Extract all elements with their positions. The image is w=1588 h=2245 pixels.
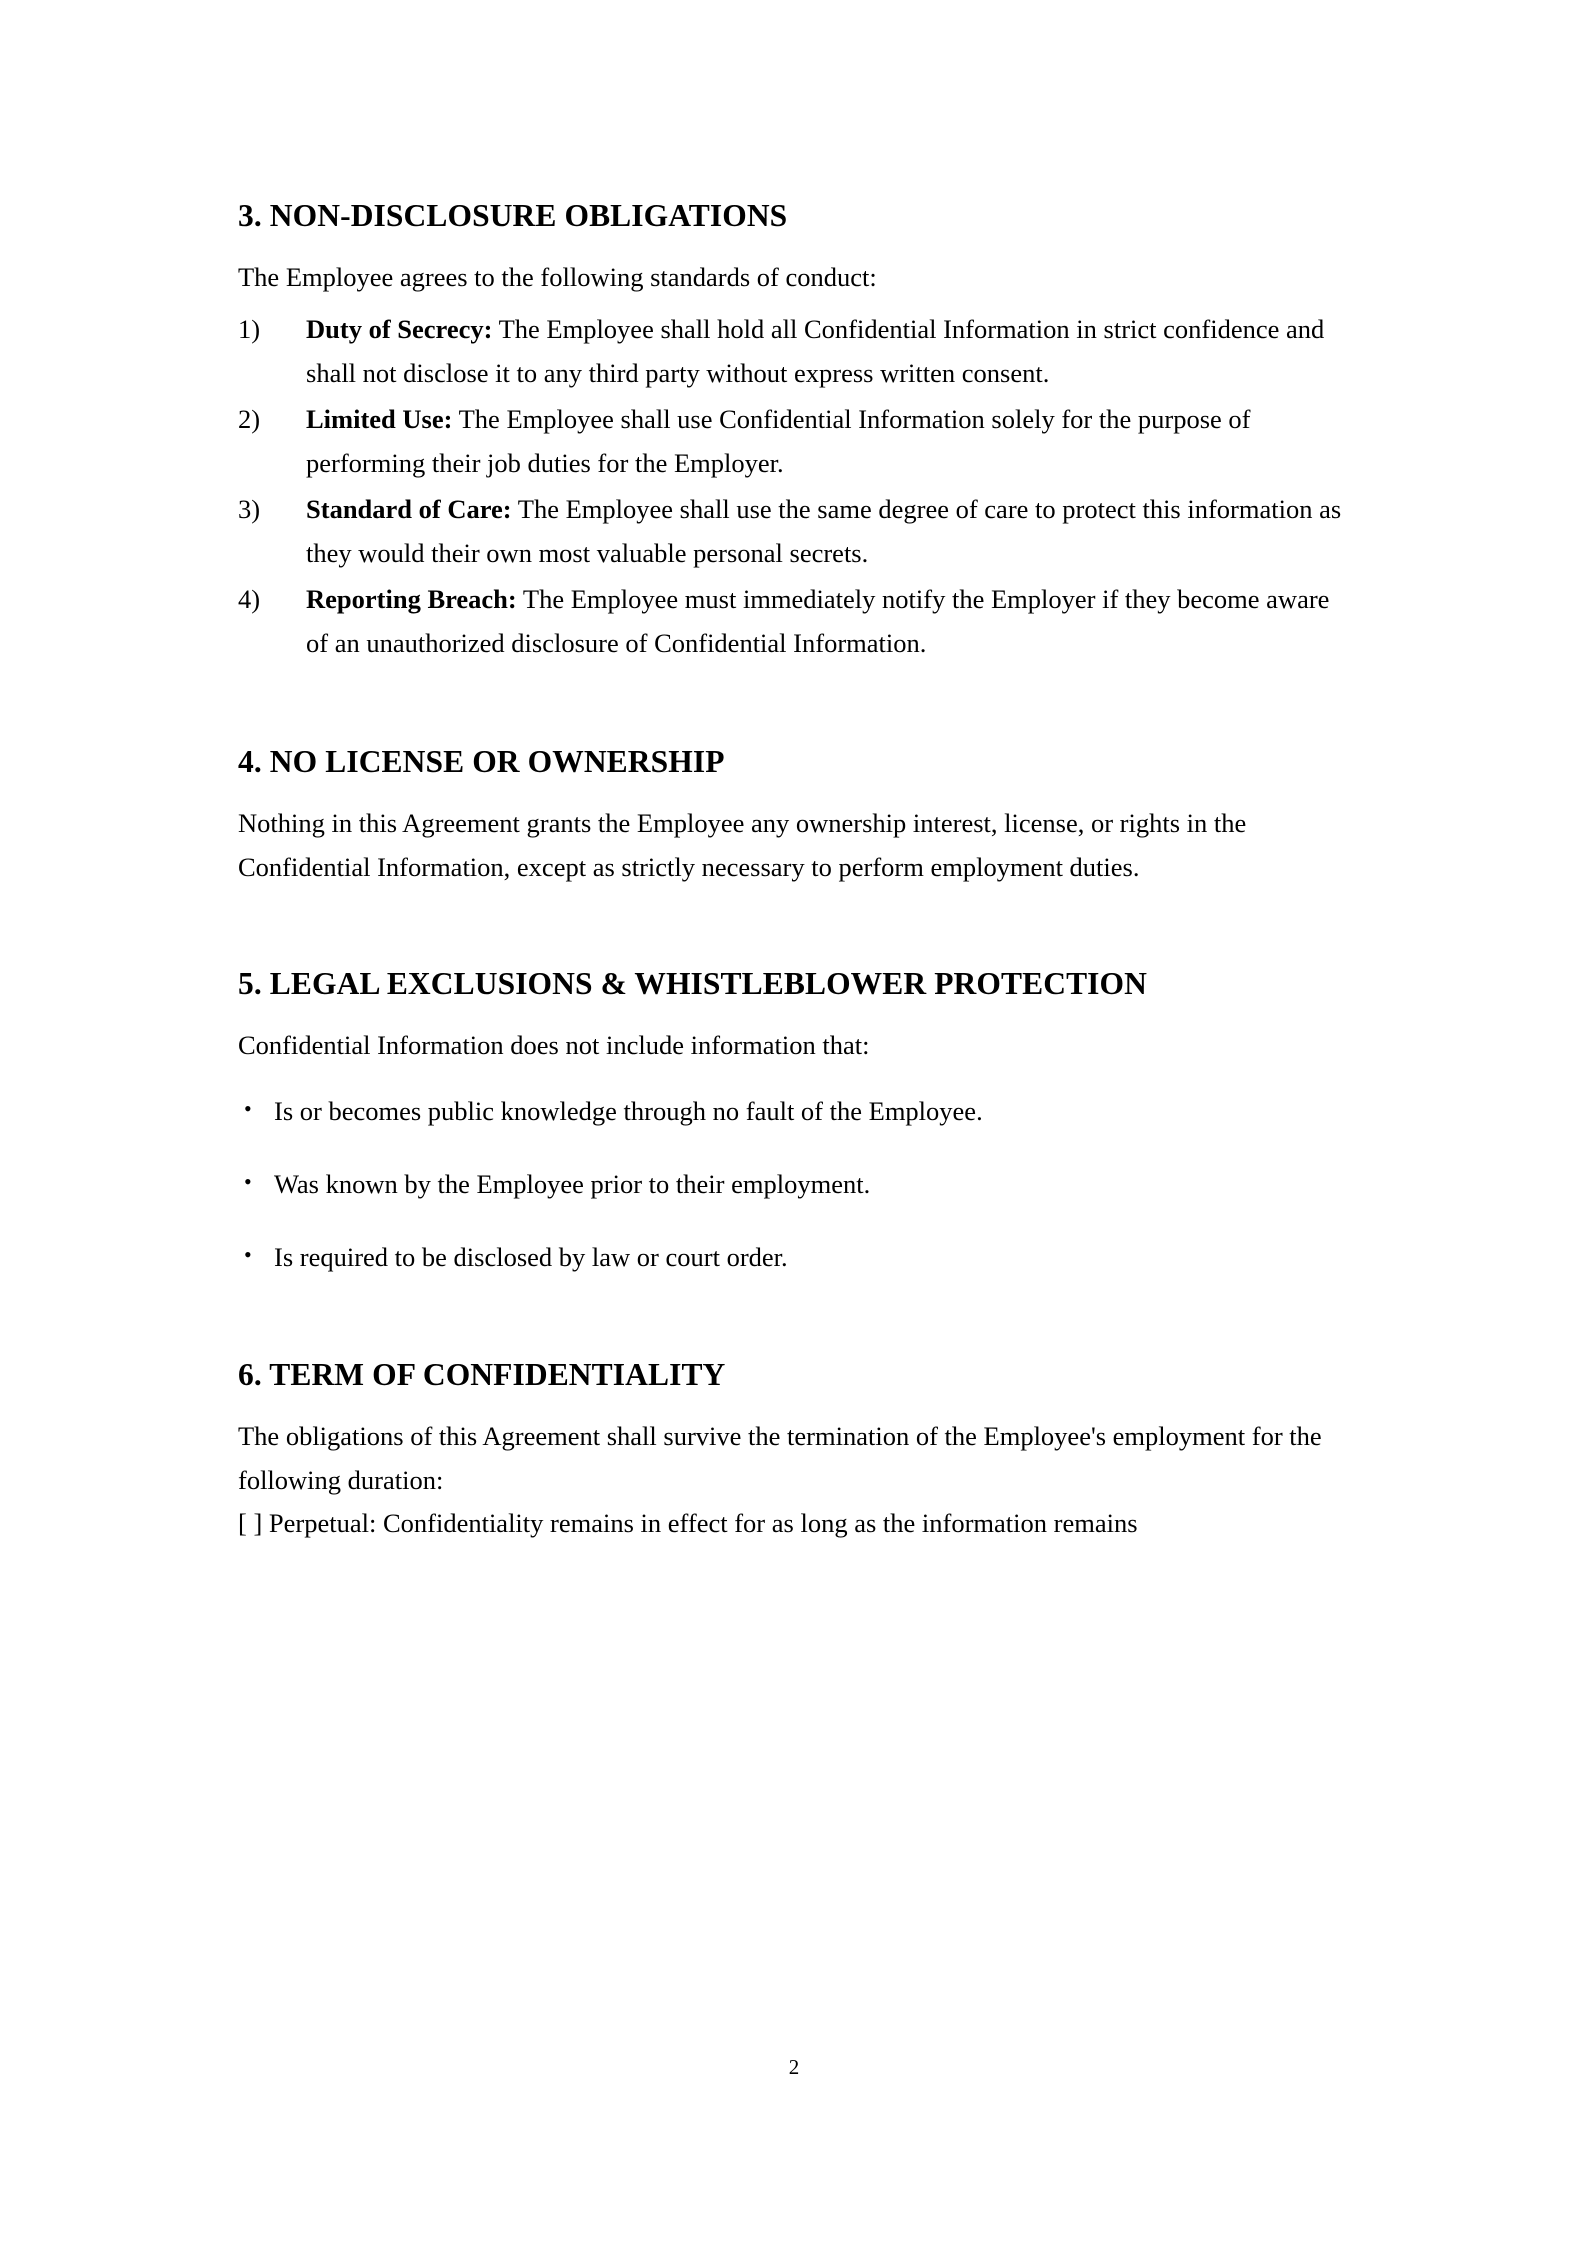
- spacer: [238, 668, 1353, 742]
- list-item: [238, 1090, 1353, 1133]
- page-number: 2: [788, 2055, 800, 2079]
- list-item-lead: Standard of Care:: [306, 494, 512, 525]
- spacer: [238, 1309, 1353, 1355]
- list-item: [238, 488, 1353, 576]
- list-item-lead: Reporting Breach:: [306, 584, 517, 614]
- list-marker: 4): [238, 584, 261, 614]
- section-4-heading: 4. NO LICENSE OR OWNERSHIP: [238, 743, 725, 779]
- list-item: [238, 1236, 1353, 1279]
- list-item: [238, 308, 1353, 396]
- list-item-lead: Duty of Secrecy:: [306, 314, 493, 345]
- list-item-text: The Employee shall use the same degree of care to protect this information as they would their own most valuable personal secrets.: [306, 494, 1342, 569]
- spacer: [238, 300, 1353, 308]
- spacer: [238, 890, 1353, 964]
- section-3-heading: 3. NON-DISCLOSURE OBLIGATIONS: [238, 198, 788, 233]
- section-legal-exclusions: [238, 964, 1353, 1279]
- section-no-license-or-ownership: [238, 742, 1353, 890]
- section-non-disclosure-obligations: [238, 196, 1353, 666]
- perpetual-option-line: [ ] Perpetual: Confidentiality remains in effect for as long as the information remains: [238, 1508, 1138, 1539]
- spacer: [238, 1003, 1353, 1024]
- list-item-lead: Limited Use:: [306, 404, 453, 435]
- list-marker: 3): [238, 494, 261, 525]
- spacer: [238, 1068, 1353, 1090]
- exclusions-list: [238, 1090, 1353, 1279]
- list-item-text: Is required to be disclosed by law or court order.: [274, 1241, 788, 1272]
- section-3-intro: The Employee agrees to the following standards of conduct:: [238, 262, 877, 293]
- section-5-intro: Confidential Information does not include information that:: [238, 1030, 870, 1061]
- section-5-heading: 5. LEGAL EXCLUSIONS & WHISTLEBLOWER PROTECTION: [238, 965, 1147, 1001]
- section-6-intro: The obligations of this Agreement shall survive the termination of the Employee's employment for the following duration:: [238, 1421, 1322, 1495]
- list-item: [238, 578, 1353, 666]
- list-item-text: Is or becomes public knowledge through no fault of the Employee.: [274, 1095, 983, 1126]
- list-item-text: The Employee shall use Confidential Information solely for the purpose of performing their job duties for the Employer.: [306, 404, 1251, 479]
- spacer: [238, 781, 1353, 802]
- section-4-body: Nothing in this Agreement grants the Employee any ownership interest, license, or rights in the Confidential Information, except as strictly necessary to perform employment duties.: [238, 808, 1247, 883]
- bullet-icon: •: [244, 1241, 252, 1267]
- section-6-heading: 6. TERM OF CONFIDENTIALITY: [238, 1356, 726, 1392]
- list-marker: 1): [238, 314, 261, 345]
- spacer: [238, 1394, 1353, 1415]
- list-marker: 2): [238, 404, 261, 435]
- list-item: [238, 398, 1353, 486]
- list-item-text: The Employee shall hold all Confidential Information in strict confidence and shall not disclose it to any third party without express written consent.: [306, 314, 1325, 389]
- spacer: [238, 235, 1353, 256]
- bullet-icon: •: [244, 1168, 252, 1194]
- list-item-text: Was known by the Employee prior to their employment.: [274, 1168, 871, 1199]
- page-content: [238, 196, 1353, 1546]
- list-item: [238, 1163, 1353, 1206]
- section-term-of-confidentiality: [238, 1355, 1353, 1547]
- list-item-text: The Employee must immediately notify the Employer if they become aware of an unauthorized disclosure of Confidential Information.: [306, 584, 1330, 658]
- obligations-list: [238, 308, 1353, 666]
- bullet-icon: •: [244, 1095, 252, 1121]
